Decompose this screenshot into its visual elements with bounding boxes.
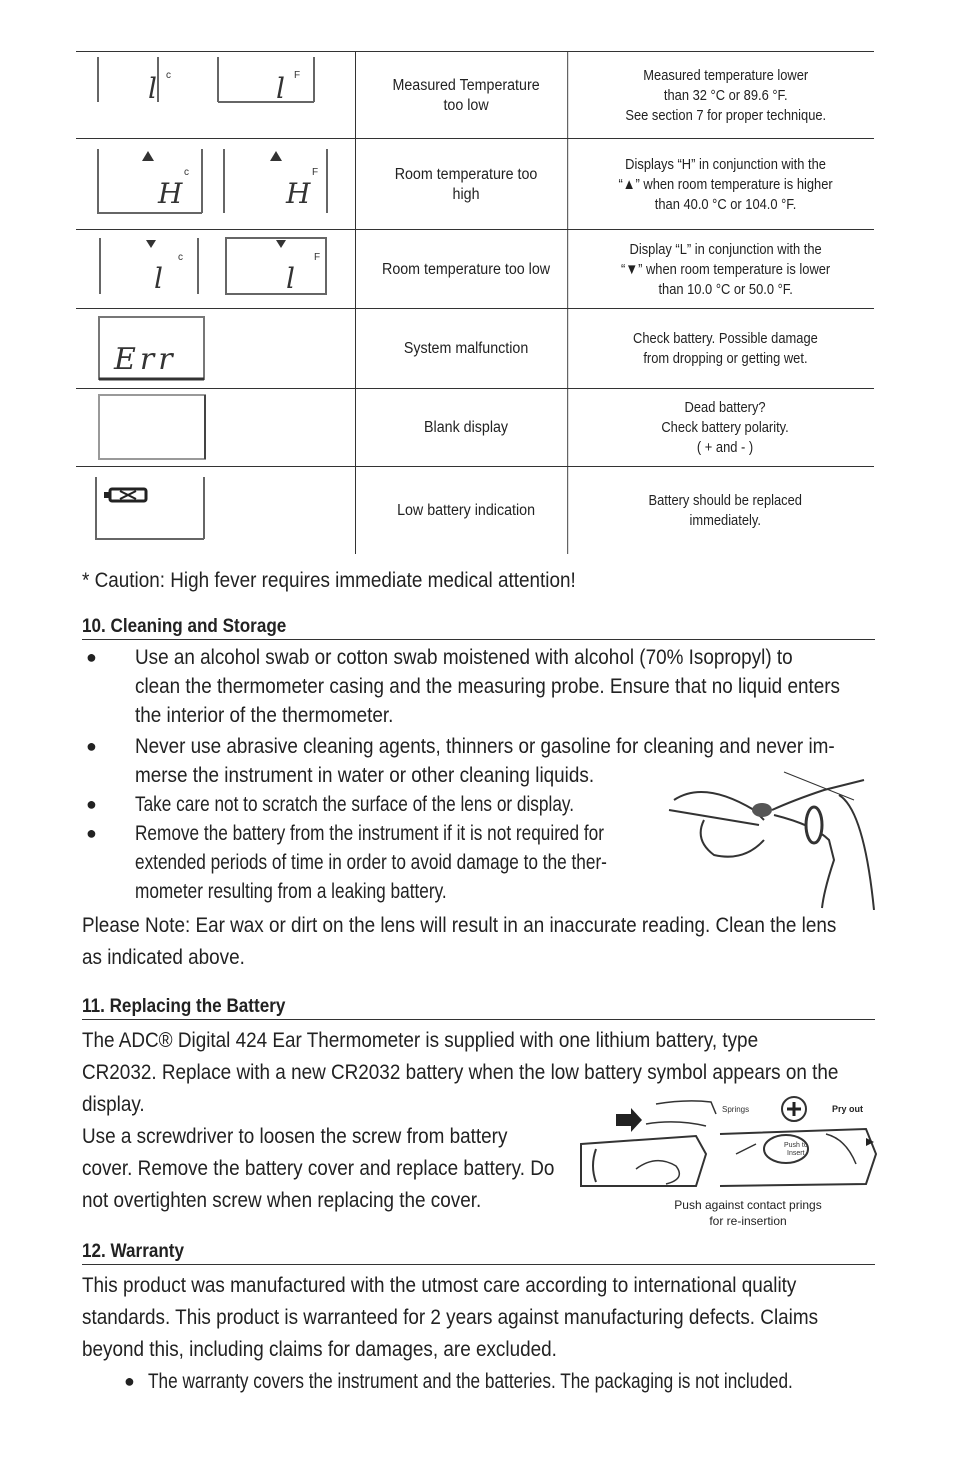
table-row [76, 388, 874, 467]
remedy-cell: Measured temperature lower than 32 °C or 89.6 °F. See section 7 for proper technique. [625, 66, 826, 124]
lcd-high-room-temp-icon [76, 139, 355, 230]
bullet-icon: ● [86, 794, 97, 814]
section-heading-battery: 11. Replacing the Battery [82, 996, 875, 1020]
lcd-cell [76, 52, 356, 139]
caution-text: * Caution: High fever requires immediate medical attention! [82, 569, 576, 592]
table-row [76, 229, 874, 309]
figure-caption: Push against contact prings for re-insertion [674, 1198, 822, 1228]
svg-text:F: F [294, 70, 301, 81]
remedy-cell: Dead battery? Check battery polarity. ( + and - ) [661, 399, 790, 456]
svg-text:l: l [276, 72, 285, 105]
svg-text:Insert: Insert [787, 1150, 805, 1157]
battery-replacement-figure [576, 1094, 882, 1194]
lcd-low-temp-icon [76, 52, 355, 139]
battery-paragraph: The ADC® Digital 424 Ear Thermometer is supplied with one lithium battery, type CR2032. Replace with a new CR2032 battery when the low battery symbol appears on the display. Use a screwdriver to loosen the screw from battery cover. Remove the battery cover and replace battery. Do not overtighten screw when replacing the cover. [82, 1029, 839, 1212]
svg-text:Push to: Push to [784, 1142, 808, 1149]
svg-text:Pry out: Pry out [832, 1104, 864, 1114]
svg-text:F: F [312, 167, 319, 178]
bullet-icon: ● [124, 1371, 135, 1391]
section-heading-cleaning: 10. Cleaning and Storage [82, 616, 875, 640]
meaning-cell: Low battery indication [365, 467, 568, 554]
meaning-cell: Measured Temperature too low [365, 52, 568, 139]
table-row [76, 308, 874, 389]
meaning-cell: Blank display [365, 389, 568, 467]
table-row [76, 51, 874, 139]
svg-text:H: H [286, 177, 311, 210]
table-row [76, 466, 874, 554]
svg-text:Err: Err [114, 342, 177, 377]
lcd-blank-icon [76, 389, 355, 467]
svg-text:H: H [158, 177, 183, 210]
manual-page: l c l F Measured Temperature too low Measured temperature lower than 32 °C or 89.6 °F. See section 7 for proper technique. H c H F Room temperature too high Displays “H” in conjunction with the “▲” when room temperature is higher than 40.0 °C or 104.0 °F. l c l F Room temperature too low Display “L” in conjunction with the “▼” when room temperature is lower than 10.0 °C or 50.0 °F. Err System malfunction Check battery. Possible damage from dropping or getting wet. Blank display Dead battery? Check battery polarity. ( + and - ) Low battery indication Battery should be replaced immediately. * Caution: High fever requires immediate medical attention! 10. Cleaning and Storage ● Use an alcohol swab or cotton swab moistened with alcohol (70% Isopropyl) to clean the thermometer casing and the measuring probe. Ensure that no liquid enters the interior of the thermometer. ● Never use abrasive cleaning agents, thinners or gasoline for cleaning and never im- merse the instrument in water or other cleaning liquids. ● Take care not to scratch the surface of the lens or display. ● Remove the battery from the instrument if it is not required for extended periods of time in order to avoid damage to the ther- mometer resulting from a leaking battery. Please Note: Ear wax or dirt on the lens will result in an inaccurate reading. Clean the lens as indicated above. 11. Replacing the Battery The ADC® Digital 424 Ear Thermometer is supplied with one lithium battery, type CR2032. Replace with a new CR2032 battery when the low battery symbol appears on the display. Use a screwdriver to loosen the screw from battery cover. Remove the battery cover and replace battery. Do not overtighten screw when replacing the cover. Springs Pry out Push to Insert Push against contact prings for re-insertion 12. Warranty This product was manufactured with the utmost care according to international quality standards. This product is warranteed for 2 years against manufacturing defects. Claims beyond this, including claims for damages, are excluded. ● The warranty covers the instrument and the batteries. The packaging is not included. [0, 0, 954, 1484]
remedy-cell: Displays “H” in conjunction with the “▲” when room temperature is higher than 40.0 °C or 104.0 °F. [618, 155, 833, 213]
section-heading-warranty: 12. Warranty [82, 1241, 875, 1265]
meaning-cell: Room temperature too high [365, 139, 568, 230]
meaning-cell: System malfunction [365, 309, 568, 389]
svg-text:l: l [148, 72, 157, 105]
remedy-cell: Display “L” in conjunction with the “▼” when room temperature is lower than 10.0 °C or 50.0 °F. [620, 240, 831, 298]
remedy-cell: Battery should be replaced immediately. [648, 491, 803, 529]
lcd-cell [76, 389, 356, 467]
lcd-cell [76, 467, 356, 554]
bullet-icon: ● [86, 736, 97, 756]
bullet-icon: ● [86, 647, 97, 667]
remedy-cell: Check battery. Possible damage from dropping or getting wet. [633, 330, 818, 367]
svg-text:l: l [286, 262, 295, 295]
warranty-paragraph: This product was manufactured with the utmost care according to international quality standards. This product is warranteed for 2 years against manufacturing defects. Claims beyond this, including claims for damages, are excluded. [82, 1274, 819, 1361]
svg-text:c: c [184, 167, 189, 178]
lcd-low-battery-icon [76, 467, 355, 554]
svg-text:F: F [314, 252, 321, 263]
lcd-cell [76, 139, 356, 230]
note-paragraph: Please Note: Ear wax or dirt on the lens will result in an inaccurate reading. Clean the lens as indicated above. [82, 914, 837, 969]
table-row [76, 138, 874, 230]
lcd-low-room-temp-icon [76, 230, 355, 309]
svg-text:c: c [178, 252, 183, 263]
lcd-cell [76, 309, 356, 389]
svg-text:Springs: Springs [722, 1105, 750, 1114]
bullet-icon: ● [86, 823, 97, 843]
lcd-error-icon [76, 309, 355, 389]
lcd-cell [76, 230, 356, 309]
svg-text:l: l [154, 262, 163, 295]
cleaning-illustration [664, 770, 888, 910]
meaning-cell: Room temperature too low [365, 230, 568, 309]
svg-text:c: c [166, 70, 171, 81]
